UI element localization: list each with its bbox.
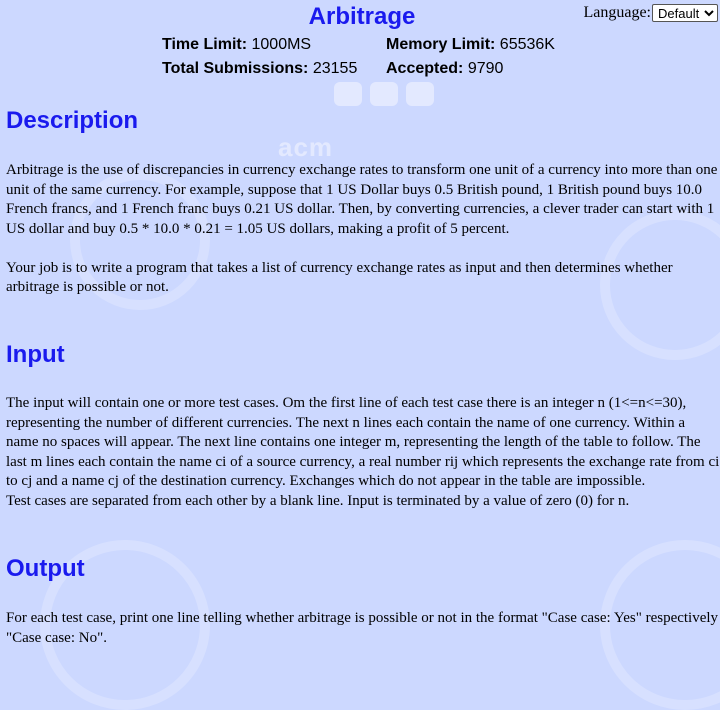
input-paragraph-1: The input will contain one or more test cases. Om the first line of each test case there is an integer n (1<=n<=30), representing the number of different currencies. The next n lines each contain the name of one currency. Within a name no spaces will appear. The next line contains one integer m, representing the length of the table to follow. The last m lines each contain the name ci of a source currency, a real number rij which represents the exchange rate from ci to cj and a name cj of the destination currency. Exchanges which do not appear in the table are impossible. xyxy=(6,395,720,489)
description-heading: Description xyxy=(6,107,139,134)
accepted-value: 9790 xyxy=(467,60,504,77)
memory-limit-value: 65536K xyxy=(499,36,555,53)
language-select[interactable] xyxy=(652,4,718,22)
language-selector xyxy=(583,4,718,22)
accepted-count xyxy=(386,60,503,84)
problem-limits xyxy=(162,36,555,84)
acm-logo-icon xyxy=(334,82,434,106)
page-title: Arbitrage xyxy=(308,3,416,30)
input-paragraph-2: Test cases are separated from each other by a blank line. Input is terminated by a value of zero (0) for n. xyxy=(6,492,630,509)
input-heading: Input xyxy=(6,341,65,368)
time-limit-value: 1000MS xyxy=(251,36,312,53)
accepted-label: Accepted: xyxy=(386,60,464,77)
time-limit-label: Time Limit: xyxy=(162,36,248,53)
time-limit xyxy=(162,36,386,60)
output-body xyxy=(6,609,720,648)
total-submissions xyxy=(162,60,386,84)
acm-watermark-icon: acm xyxy=(278,132,334,162)
output-paragraph-1: For each test case, print one line telling whether arbitrage is possible or not in the format "Case case: Yes" respectively "Case case: No". xyxy=(6,610,719,646)
description-body xyxy=(6,161,720,298)
total-submissions-value: 23155 xyxy=(312,60,358,77)
input-body xyxy=(6,394,720,511)
memory-limit xyxy=(386,36,555,60)
output-heading: Output xyxy=(6,555,85,582)
language-label: Language: xyxy=(583,4,651,21)
description-paragraph-2: Your job is to write a program that takes a list of currency exchange rates as input and then determines whether arbitrage is possible or not. xyxy=(6,259,673,295)
description-paragraph-1: Arbitrage is the use of discrepancies in currency exchange rates to transform one unit of a currency into more than one unit of the same currency. For example, suppose that 1 US Dollar buys 0.5 British pound, 1 British pound buys 10.0 French francs, and 1 French franc buys 0.21 US dollar. Then, by converting currencies, a clever trader can start with 1 US dollar and buy 0.5 * 10.0 * 0.21 = 1.05 US dollars, making a profit of 5 percent. xyxy=(6,162,718,237)
total-submissions-label: Total Submissions: xyxy=(162,60,309,77)
memory-limit-label: Memory Limit: xyxy=(386,36,496,53)
